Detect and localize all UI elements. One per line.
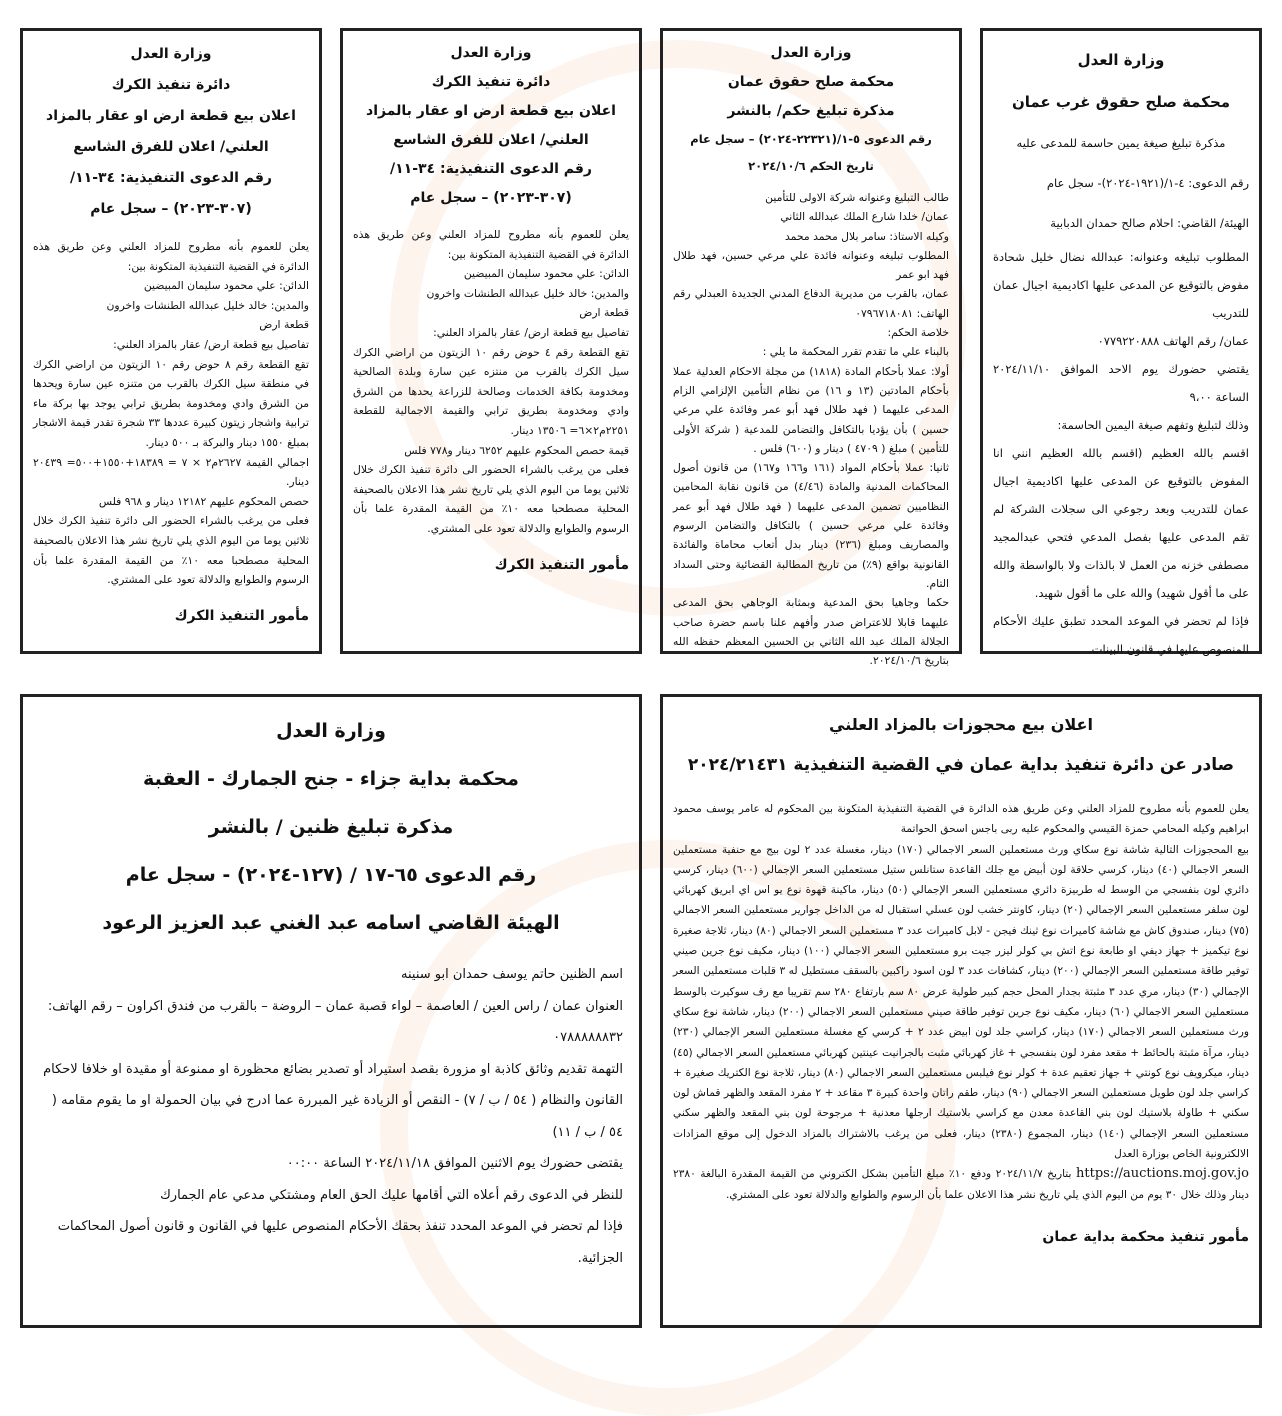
paragraph-text: تفاصيل بيع قطعة ارض/ عقار بالمزاد العلني:	[113, 337, 309, 351]
notice-paragraph	[353, 323, 629, 343]
paragraph-text: تقع القطعة رقم ٤ حوض رقم ١٠ الزيتون من اراضي الكرك سيل الكرك بالقرب من منتزه عين سارة وبلدة الصالحية ومخدومة بكافة الخدمات وصالحة للزراعة يحدها من الشرق وادي ومخدومة بطريق ترابي والقيمة الاجمالية للقطعة ٢٢٥١م٢×٦= ١٣٥٠٦ دينار.	[353, 345, 629, 437]
paragraph-text: حصص المحكوم عليهم ١٢١٨٢ دينار و ٩٦٨ فلس	[98, 494, 309, 508]
notice-paragraph	[993, 439, 1249, 607]
paragraph-text: تقع القطعة رقم ٨ حوض رقم ١٠ الزيتون من اراضي الكرك في منطقة سيل الكرك بالقرب من متنزه عين سارة ويحدها من الشرق وادي ومخدومة بطريق ترابي يوجد بها بركة ماء ترابية واشجار زيتون كبيرة عددها ٣٣ شجرة تقدر قيمة الاشجار بمبلغ ١٥٥٠ دينار والبركة بـ ٥٠٠ دينار.	[33, 357, 309, 449]
notice-amman-court-judgment	[660, 28, 962, 668]
signature: مأمور التنفيذ الكرك	[174, 607, 309, 624]
notice-paragraph	[673, 458, 949, 593]
case-info: رقم الدعوى ٥-١/(٢٢٣٢١-٢٠٢٤) – سجل عام	[690, 132, 932, 146]
spacer	[673, 785, 1249, 799]
notice-paragraph	[353, 343, 629, 441]
notice-heading: الهيئة القاضي اسامه عبد الغني عبد العزيز الرعود	[102, 912, 560, 934]
notice-paragraph	[673, 799, 1249, 840]
notice-heading: العلني/ اعلان للفرق الشاسع	[73, 139, 269, 155]
spacer	[353, 213, 629, 225]
notice-paragraph	[993, 411, 1249, 439]
paragraph-text: اجمالي القيمة ٢٦٢٧م٢ × ٧ = ١٨٣٨٩+١٥٥٠+٥٠٠= ٢٠٤٣٩ دينار.	[33, 455, 309, 489]
paragraph-text: فإذا لم تحضر في الموعد المحدد تطبق عليك الأحكام المنصوص عليها في قانون البينات.	[993, 614, 1249, 656]
notice-paragraph	[39, 1180, 623, 1212]
signature: مأمور التنفيذ الكرك	[494, 556, 629, 573]
paragraph-text: أولا: عملا بأحكام المادة (١٨١٨) من مجلة الاحكام العدلية عملا بأحكام المادتين (١٣ و ١٦) من نظام التأمين الإلزامي الزام المدعى عليهما ( فهد طلال فهد أبو عمر وفائدة علي مرعي حسين ) بأن يؤديا بالتكافل والتضامن للمدعية ( شركة الأولى للتأمين ) مبلغ ( ٤٧٠٩ ) دينار و (٦٠٠) فلس .	[673, 364, 949, 455]
notice-paragraph	[39, 959, 623, 991]
paragraph-text: يعلن للعموم بأنه مطروح للمزاد العلني وعن طريق هذه الدائرة في القضية التنفيذية المتكونة بين:	[353, 228, 629, 261]
paragraph-text: تفاصيل بيع قطعة ارض/ عقار بالمزاد العلني:	[433, 325, 629, 339]
paragraph-text: والمدين: خالد خليل عبدالله الطنشات واخرون	[426, 286, 629, 300]
notice-heading: وزارة العدل	[130, 46, 212, 62]
notice-heading: رقم الدعوى التنفيذية: ٣٤-١١/	[70, 170, 272, 186]
paragraph-text: يقتضى حضورك يوم الاثنين الموافق ٢٠٢٤/١١/١٨ الساعة ٠٠:٠٠	[286, 1156, 623, 1171]
case-info: تاريخ الحكم ٢٠٢٤/١٠/٦	[748, 159, 874, 173]
notice-paragraph	[39, 1148, 623, 1180]
notice-heading: رقم الدعوى ٦٥-١٧ / (١٢٧-٢٠٢٤) - سجل عام	[125, 864, 537, 886]
notice-heading: العلني/ اعلان للفرق الشاسع	[393, 132, 589, 148]
notice-heading: دائرة تنفيذ الكرك	[111, 77, 231, 93]
auction-website-link[interactable]: https://auctions.moj.gov.jo	[1076, 1166, 1249, 1182]
paragraph-text: ثانيا: عملا بأحكام المواد (١٦١ و١٦٦ و١٦٧) من قانون أصول المحاكمات المدنية والمادة (٤/٤٦) من قانون نقابة المحامين النظاميين تضمين المدعى عليهما ( فهد طلال فهد أبو عمر وفائدة علي مرعي حسين ) بالتكافل والتضامن الرسوم والمصاريف ومبلغ (٢٣٦) دينار بدل أتعاب محاماة والفائدة القانونية بواقع (٩٪) من تاريخ المطالبة القضائية وحتى السداد التام.	[673, 461, 949, 590]
spacer	[39, 947, 623, 959]
notice-paragraph	[39, 1211, 623, 1274]
paragraph-text: المطلوب تبليغه وعنوانه فائدة علي مرعي حسين، فهد طلال فهد ابو عمر	[673, 248, 949, 282]
notice-heading: (٣٠٧-٢٠٢٣) – سجل عام	[410, 190, 572, 206]
notice-paragraph	[993, 607, 1249, 663]
paragraph-text: فإذا لم تحضر في الموعد المحدد تنفذ بحقك الأحكام المنصوص عليها في القانون و قانون أصول المحاكمات الجزائية.	[57, 1219, 623, 1266]
notice-paragraph	[353, 460, 629, 538]
notice-paragraph	[673, 840, 1249, 1165]
paragraph-text: وذلك لتبليغ وتفهم صيغة اليمين الحاسمة:	[1057, 418, 1249, 432]
signature: مأمور تنفيذ محكمة بداية عمان	[1042, 1228, 1249, 1245]
notice-paragraph	[353, 284, 629, 304]
paragraph-text: قطعة ارض	[259, 318, 309, 332]
notice-paragraph	[33, 315, 309, 335]
notice-paragraph	[673, 227, 949, 246]
spacer	[33, 225, 309, 237]
notice-heading: اعلان بيع محجوزات بالمزاد العلني	[829, 715, 1093, 734]
case-info: رقم الدعوى: ٤-١/(١٩٢١-٢٠٢٤)- سجل عام	[1046, 176, 1249, 190]
notice-paragraph	[39, 1054, 623, 1149]
paragraph-text: قطعة ارض	[579, 306, 629, 320]
notice-paragraph	[673, 323, 949, 342]
notice-heading: صادر عن دائرة تنفيذ بداية عمان في القضية التنفيذية ٢٠٢٤/٢١٤٣١	[687, 755, 1235, 775]
notice-paragraph	[353, 441, 629, 461]
paragraph-text: يعلن للعموم بأنه مطروح للمزاد العلني وعن طريق هذه الدائرة في القضية التنفيذية المتكونة بين:	[33, 240, 309, 273]
notice-paragraph	[33, 296, 309, 316]
notice-heading: وزارة العدل	[450, 45, 532, 61]
paragraph-text: وكيله الاستاذ: سامر بلال محمد محمد	[784, 229, 949, 243]
notice-paragraph	[673, 362, 949, 458]
notice-heading: دائرة تنفيذ الكرك	[431, 74, 551, 90]
paragraph-text: بتاريخ ٢٠٢٤/١١/٧ ودفع ١٠٪ مبلغ التأمين بشكل الكتروني من القيمة المقدرة البالغة ٢٣٨٠ دينار وذلك خلال ٣٠ يوم من اليوم الذي يلي تاريخ نشر هذا الاعلان علما بأن الرسوم والطوابع والدلالة تعود على المشتري.	[673, 1168, 1249, 1201]
paragraph-text: اسم الظنين حاتم يوسف حمدان ابو سنينه	[401, 967, 623, 982]
notice-amman-auction	[660, 694, 1262, 1328]
notice-paragraph	[993, 243, 1249, 327]
notice-karak-land-sale-1	[340, 28, 642, 654]
notice-paragraph	[33, 276, 309, 296]
notice-paragraph	[673, 284, 949, 323]
notice-paragraph	[33, 237, 309, 276]
notice-heading: (٣٠٧-٢٠٢٣) – سجل عام	[90, 201, 252, 217]
notice-paragraph	[353, 225, 629, 264]
notice-paragraph	[33, 335, 309, 355]
case-info: مذكرة تبليغ صيغة يمين حاسمة للمدعى عليه	[1016, 136, 1226, 150]
paragraph-text: بيع المحجوزات التالية شاشة نوع سكاي ورث مستعملين السعر الاجمالي (١٧٠) دينار، مغسلة عدد ٢ لون بيج مع حنفية مستعملين السعر الاجمالي (٤٠) دينار، كرسي حلاقة لون أبيض مع جلك القاعدة ستانلس ستيل مستعملين السعر الإجمالي (٦٠٠) دينار، كرسي دائري لون بنفسجي من الوسط له طربيزة دائري مستعملين السعر الإجمالي (٥٠) دينار، ماكينة قهوة نوع يو اس اي ابريق كهربائي لون سلفر مستعملين السعر الإجمالي (٢٠) دينار، كاونتر خشب لون عسلي استقبال له من الداخل جوارير مستعملين السعر الاجمالي (٧٥) دينار، صندوق كاش مع شاشة كاميرات نوع ثينك فيجن - لابل كاميرات عدد ٣ مستعملين السعر الاجمالي (٨٠) دينار، ثلاجة صغيرة نوع تيكميز + جهاز ديفي او طابعة نوع اتش بي كولر ليزر جيت برو مستعملين السعر الاجمالي (١٠٠) دينار، مكيف نوع جرين صيني توفير طاقة مستعملين السعر الإجمالي (٢٠٠) دينار، كشافات عدد ٣ لون اسود راكبين بالسقف مستطيل له ٣ قلبات مستعملين السعر الإجمالي (٣٠) دينار، مري عدد ٣ مثبتة بجدار المحل حجم كبير طولية عرض ٨٠ سم بارتفاع ٢٨٠ سم تقريبا مع رف سوكيرت بالوسط مستعملين السعر الاجمالي (٦٠) دينار، مكيف نوع جرين توفير طاقة صيني مستعملين السعر الاجمالي (٢٠٠) دينار، شاشة نوع سكاي ورث مستعملين السعر الاجمالي (١٧٠) دينار، كراسي جلد لون ابيض عدد ٢ + كرسي كع مغسلة مستعملين السعر الإجمالي (٢٣٠) دينار، مرآة مثبتة بالحائط + مقعد مفرد لون بنفسجي + غاز كهربائي مثبت بالجرانيت عينتين كهربائي مستعملين السعر الاجمالي (٤٥) دينار، ميكرويف نوع كونتي + جهاز تعقيم عدة + كولر نوع فيلبس مستعملين السعر الاجمالي (٨٠) دينار، ثلاجة نوع الكتريك صغيرة + كراسي جلد لون طويل مستعملين السعر الاجمالي (٩٠) دينار، طقم راتان واحدة كبيرة ٣ مقاعد + ٢ مفرد المقعد والظهر قماش لون سكني + طاولة بلاستيك لون بني القاعدة معدن مع كراسي بلاستيك ارجلها معدنية + مرجوحة لون بني المقعد والظهر سكني مستعملين السعر الإجمالي (١٤٠) دينار، المجموع (٢٣٨٠) دينار، فعلى من يرغب بالاشتراك بالمزاد الدخول إلى موقع المزادات الالكترونية الخاص بوزارة العدل	[673, 843, 1250, 1161]
notice-paragraph	[353, 303, 629, 323]
notice-heading: محكمة صلح حقوق عمان	[727, 74, 895, 90]
notice-paragraph	[993, 355, 1249, 411]
notice-paragraph	[673, 1164, 1249, 1205]
notice-paragraph	[993, 327, 1249, 355]
paragraph-text: اقسم بالله العظيم (اقسم بالله العظيم انني انا المفوض بالتوقيع عن المدعى عليها اكاديمية اجيال عمان للتدريب وبعد رجوعي الى سجلات الشركة لم تقم المدعى عليها بفصل المدعي فتحي عبدالمجيد مصطفى خزنه من العمل لا بالذات ولا بالواسطة والله على ما أقول شهيد) والله على ما أقول شهيد.	[993, 446, 1249, 600]
notice-aqaba-customs-court	[20, 694, 642, 1328]
paragraph-text: الدائن: علي محمود سليمان المبيضين	[143, 279, 309, 293]
notice-paragraph	[33, 355, 309, 453]
paragraph-text: عمان/ رقم الهاتف ٠٧٧٩٢٢٠٨٨٨	[1097, 334, 1249, 348]
notice-heading: محكمة صلح حقوق غرب عمان	[1011, 93, 1231, 111]
notice-paragraph	[33, 511, 309, 589]
paragraph-text: العنوان عمان / راس العين / العاصمة – لواء قصبة عمان – الروضة – بالقرب من فندق اكراون – رقم الهاتف: ٠٧٨٨٨٨٨٨٣٢	[47, 998, 623, 1045]
paragraph-text: للنظر في الدعوى رقم أعلاه التي أقامها عليك الحق العام ومشتكي مدعي عام الجمارك	[160, 1187, 623, 1203]
paragraph-text: التهمة تقديم وثائق كاذبة او مزورة بقصد استيراد أو تصدير بضائع محظورة او ممنوعة أو مقيدة او خلافا لاحكام القانون والنظام ( ٥٤ / ب / ٧) - النقص أو الزيادة غير المبررة عما ادرج في بيان الحمولة او ما يقوم مقامه ( ٥٤ / ب / ١١)	[43, 1061, 623, 1140]
notice-paragraph	[673, 593, 949, 670]
paragraph-text: فعلى من يرغب بالشراء الحضور الى دائرة تنفيذ الكرك خلال ثلاثين يوما من اليوم الذي يلي تاريخ نشر هذا الاعلان بالصحيفة المحلية مصطحبا معه ١٠٪ من القيمة المقدرة علما بأن الرسوم والطوابع والدلالة تعود على المشتري.	[33, 514, 309, 587]
paragraph-text: قيمة حصص المحكوم عليهم ٦٢٥٢ دينار و٧٧٨ فلس	[404, 443, 629, 457]
notice-paragraph	[673, 188, 949, 207]
notice-heading: اعلان بيع قطعة ارض او عقار بالمزاد	[366, 103, 616, 119]
notice-heading: وزارة العدل	[276, 720, 386, 742]
notice-paragraph	[33, 453, 309, 492]
notice-heading: وزارة العدل	[770, 45, 852, 61]
paragraph-text: طالب التبليغ وعنوانه شركة الاولى للتأمين	[765, 191, 949, 204]
notice-heading: اعلان بيع قطعة ارض او عقار بالمزاد	[46, 108, 296, 124]
paragraph-text: والمدين: خالد خليل عبدالله الطنشات واخرون	[106, 298, 309, 312]
paragraph-text: المطلوب تبليغه وعنوانه: عبدالله نضال خليل شحادة مفوض بالتوقيع عن المدعى عليها اكاديمية اجيال عمان للتدريب	[993, 250, 1249, 320]
notice-paragraph	[33, 492, 309, 512]
notice-paragraph	[673, 246, 949, 285]
paragraph-text: فعلى من يرغب بالشراء الحضور الى دائرة تنفيذ الكرك خلال ثلاثين يوما من اليوم الذي يلي تاريخ نشر هذا الاعلان بالصحيفة المحلية مصطحبا معه ١٠٪ من القيمة المقدرة علما بأن الرسوم والطوابع والدلالة تعود على المشتري.	[353, 463, 629, 535]
paragraph-text: خلاصة الحكم:	[887, 326, 949, 340]
spacer	[673, 180, 949, 188]
paragraph-text: عمان، بالقرب من مديرية الدفاع المدني الجديدة العبدلي رقم الهاتف: ٠٧٩٦٧١٨٠٨١	[673, 287, 949, 320]
notice-heading: محكمة بداية جزاء - جنح الجمارك - العقبة	[143, 768, 519, 790]
notice-paragraph	[673, 342, 949, 361]
notice-paragraph	[39, 991, 623, 1054]
paragraph-text: يقتضي حضورك يوم الاحد الموافق ٢٠٢٤/١١/١٠ الساعة ٩،٠٠	[993, 362, 1249, 404]
notice-heading: رقم الدعوى التنفيذية: ٣٤-١١/	[390, 161, 592, 177]
paragraph-text: يعلن للعموم بأنه مطروح للمزاد العلني وعن طريق هذه الدائرة في القضية التنفيذية المتكونة بين المحكوم له عامر يوسف محمود ابراهيم وكيله المحامي حمزة القيسي والمحكوم عليه ربى باجس اسحق الحواتمة	[673, 803, 1249, 836]
paragraph-text: الدائن: علي محمود سليمان المبيضين	[463, 267, 629, 281]
notice-heading: مذكرة تبليغ ظنين / بالنشر	[208, 816, 454, 838]
notice-karak-land-sale-2	[20, 28, 322, 654]
notice-heading: مذكرة تبليغ حكم/ بالنشر	[727, 103, 895, 119]
notice-heading: وزارة العدل	[1077, 51, 1165, 69]
paragraph-text: عمان/ خلدا شارع الملك عبدالله الثاني	[780, 210, 949, 224]
notice-paragraph	[353, 264, 629, 284]
notice-west-amman-court	[980, 28, 1262, 654]
notice-paragraph	[673, 207, 949, 226]
paragraph-text: حكما وجاهيا بحق المدعية وبمثابة الوجاهي بحق المدعى عليهما قابلا للاعتراض صدر وأفهم علنا باسم حضرة صاحب الجلالة الملك عبد الله الثاني بن الحسين المعظم حفظه الله بتاريخ ٢٠٢٤/١٠/٦.	[673, 596, 949, 668]
paragraph-text: بالبناء علي ما تقدم تقرر المحكمة ما يلي :	[762, 345, 949, 359]
case-info: الهيئة/ القاضي: احلام صالح حمدان الدبابية	[1050, 216, 1249, 230]
